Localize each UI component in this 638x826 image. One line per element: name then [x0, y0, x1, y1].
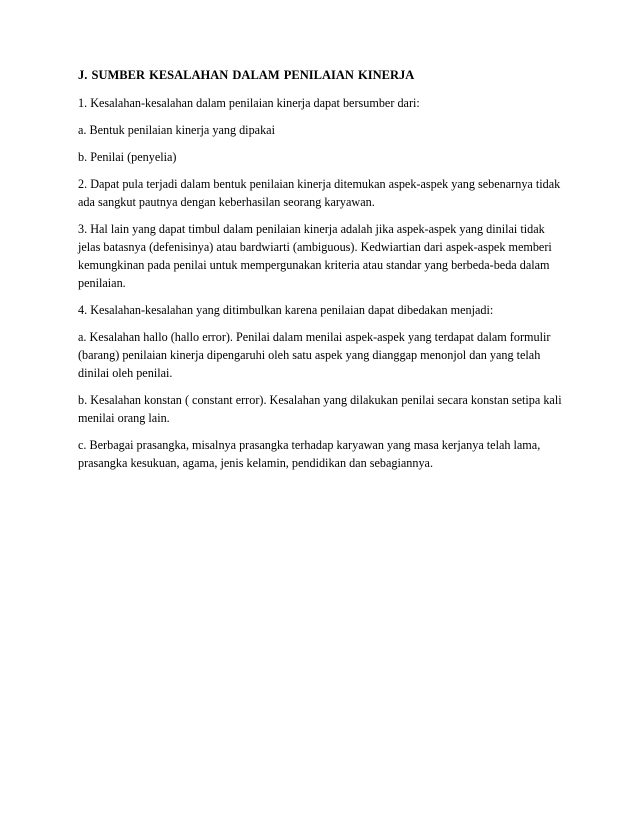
paragraph-4a: a. Kesalahan hallo (hallo error). Penilai dalam menilai aspek-aspek yang terdapat dalam formulir (barang) penilaian kinerja dipengaruhi oleh satu aspek yang dianggap menonjol dan yang telah dinilai oleh penilai.	[78, 330, 551, 380]
document-page	[78, 66, 568, 481]
paragraph-1: 1. Kesalahan-kesalahan dalam penilaian kinerja dapat bersumber dari:	[78, 96, 420, 110]
paragraph-2: 2. Dapat pula terjadi dalam bentuk penilaian kinerja ditemukan aspek-aspek yang sebenarnya tidak ada sangkut pautnya dengan keberhasilan seorang karyawan.	[78, 177, 561, 209]
paragraph-4c: c. Berbagai prasangka, misalnya prasangka terhadap karyawan yang masa kerjanya telah lama, prasangka kesukuan, agama, jenis kelamin, pendidikan dan sebagiannya.	[78, 438, 541, 470]
paragraph-1b: b. Penilai (penyelia)	[78, 150, 177, 164]
paragraph-4: 4. Kesalahan-kesalahan yang ditimbulkan karena penilaian dapat dibedakan menjadi:	[78, 303, 494, 317]
paragraph-4b: b. Kesalahan konstan ( constant error). Kesalahan yang dilakukan penilai secara konstan setipa kali menilai orang lain.	[78, 393, 562, 425]
paragraph-1a: a. Bentuk penilaian kinerja yang dipakai	[78, 123, 275, 137]
paragraph-3: 3. Hal lain yang dapat timbul dalam penilaian kinerja adalah jika aspek-aspek yang dinilai tidak jelas batasnya (defenisinya) atau bardwiarti (ambiguous). Kedwiartian dari aspek-aspek memberi kemungkinan pada penilai untuk mempergunakan kriteria atau standar yang berbeda-beda dalam penilaian.	[78, 222, 552, 290]
section-heading: J. SUMBER KESALAHAN DALAM PENILAIAN KINERJA	[78, 68, 415, 82]
